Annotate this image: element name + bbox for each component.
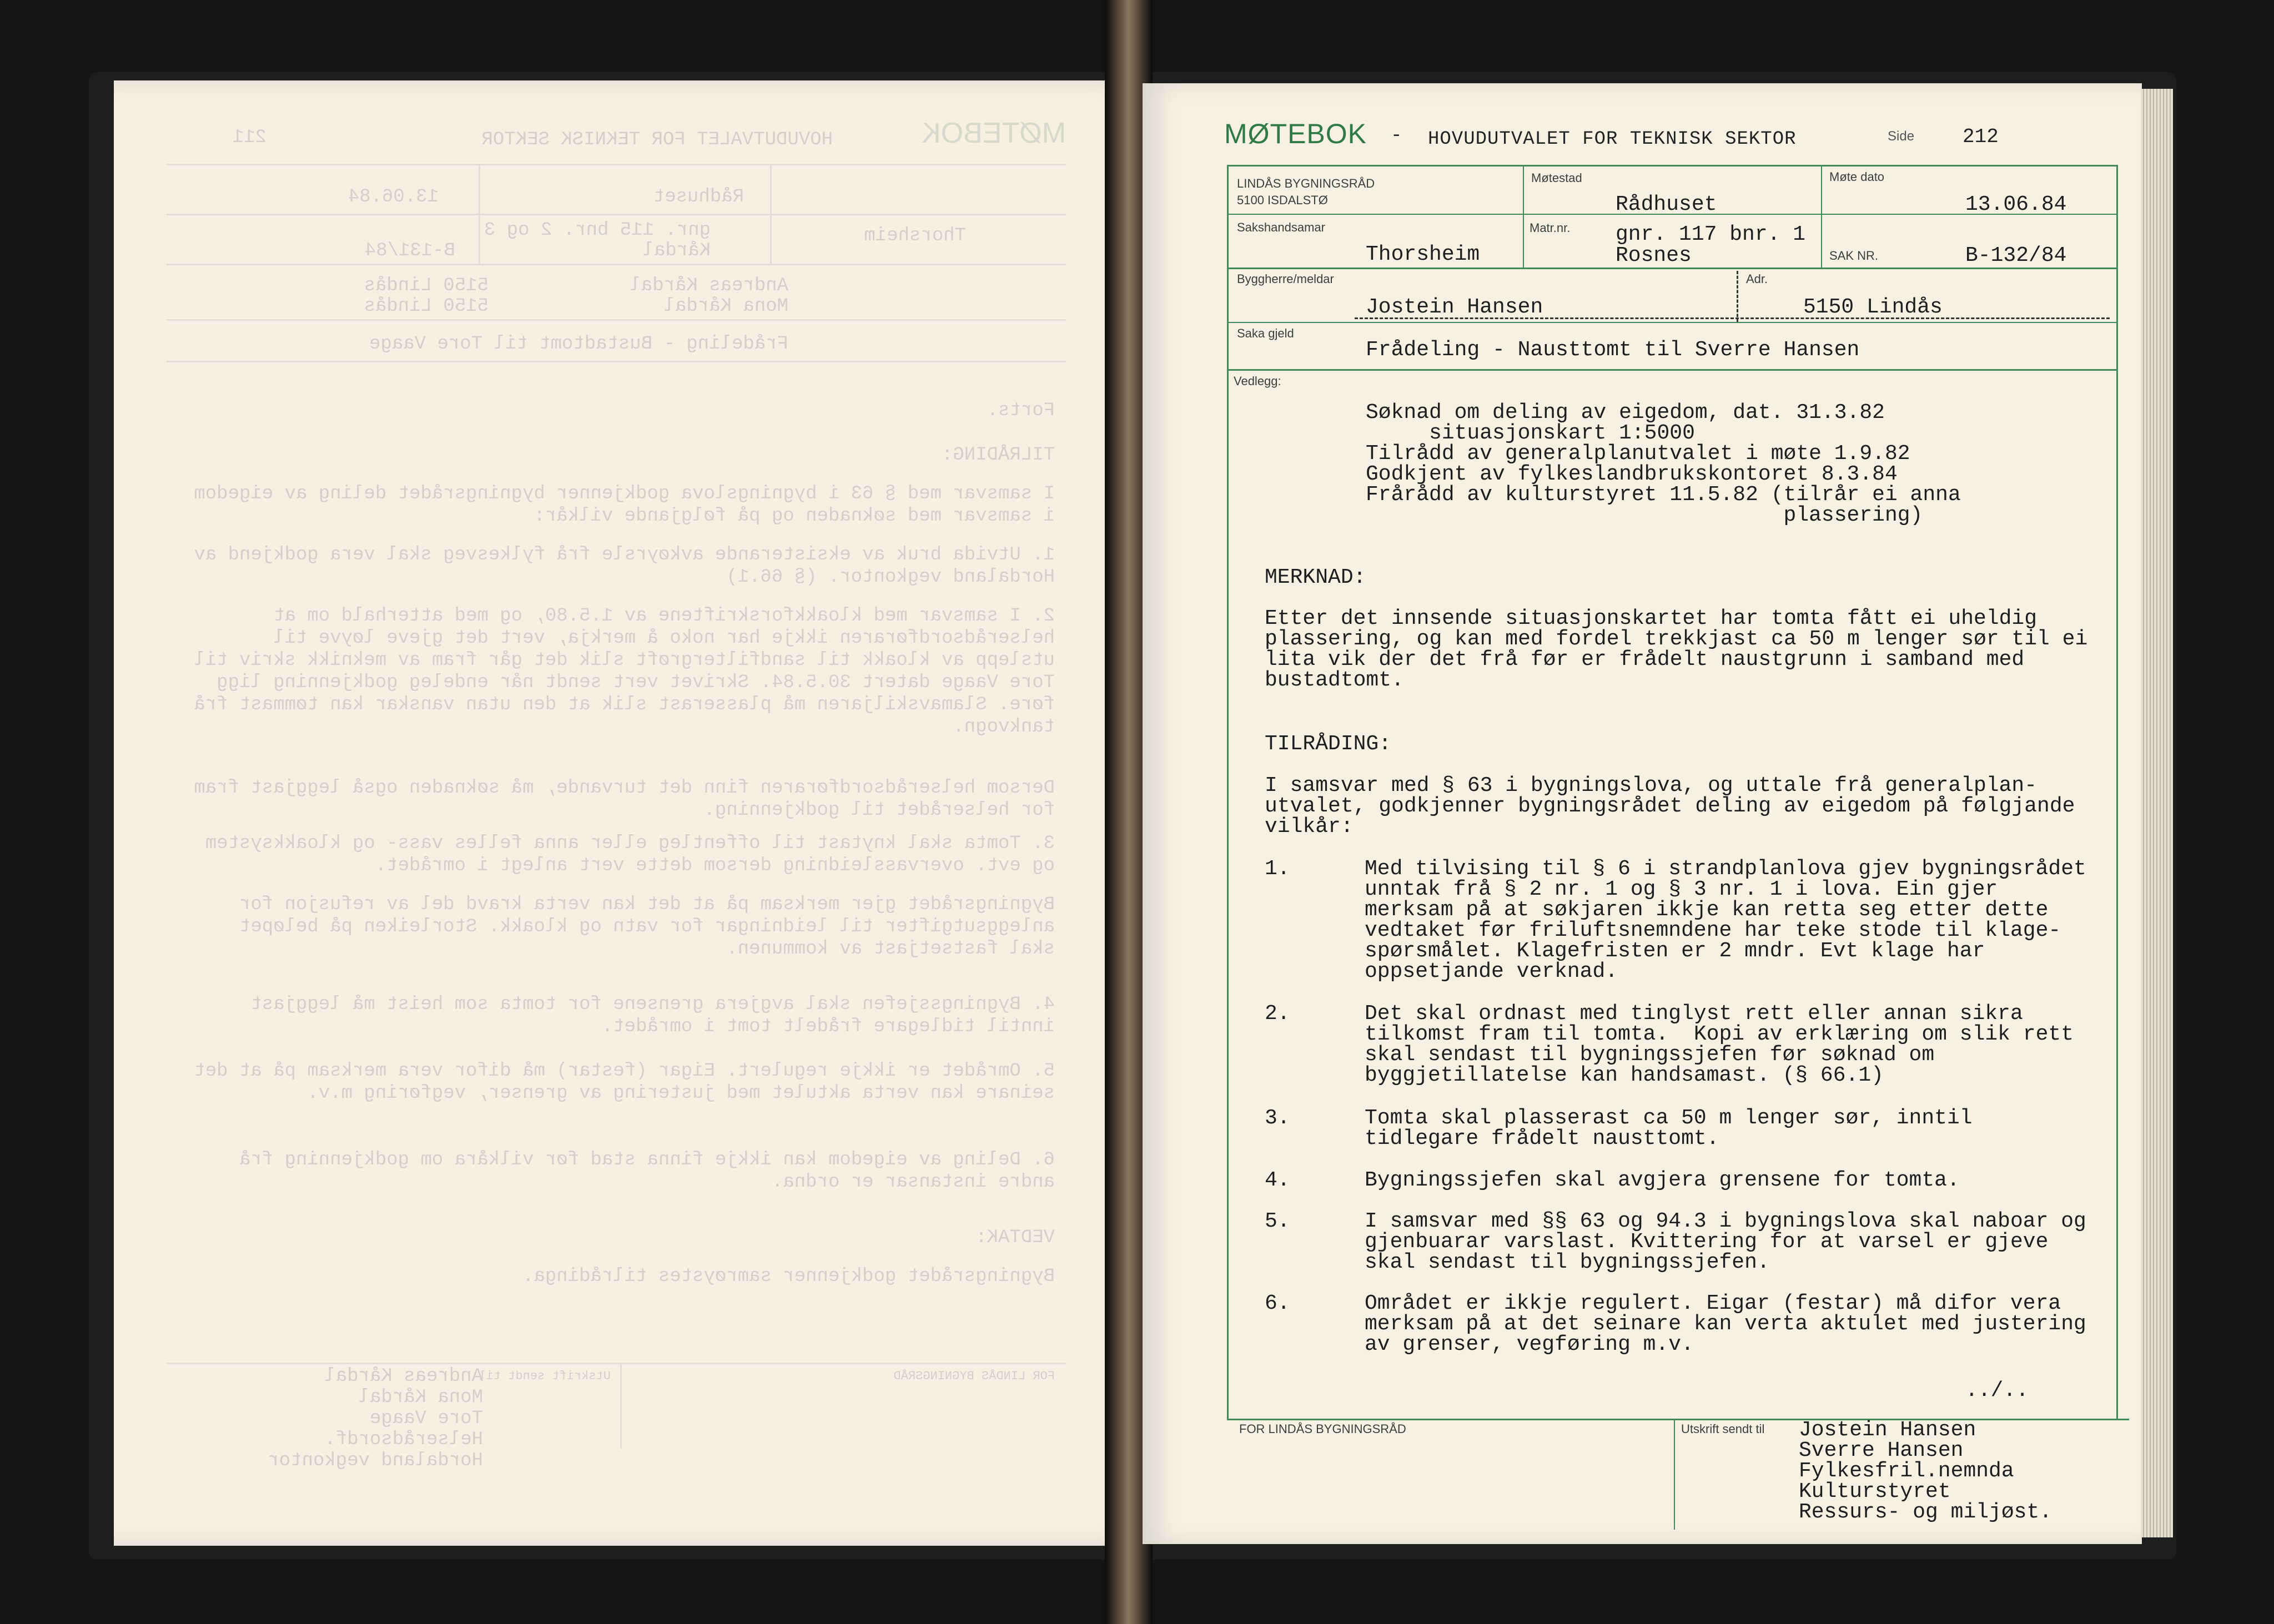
merknad-line: plassering, og kan med fordel trekkjast ca 50 m lenger sør til ei	[1265, 627, 2088, 651]
merknad-text	[1265, 608, 2087, 690]
ghost-saka-gjeld: Frådeling - Bustadtomt til Tore Vaage	[369, 334, 788, 355]
item-line: oppsetjande verknad.	[1365, 960, 1618, 984]
ghost-byggherre2: Mona Kårdal	[663, 296, 788, 317]
item-line: Tomta skal plasserast ca 50 m lenger sør, inntil	[1365, 1106, 1973, 1130]
vedlegg-item: Tilrådd av generalplanutvalet i møte 1.9.82	[1366, 442, 1910, 466]
ghost-tilrading: TILRÅDING:	[941, 445, 1055, 466]
item-line: Det skal ordnast med tinglyst rett eller annan sikra	[1365, 1002, 2023, 1026]
vedlegg-item: plassering)	[1366, 503, 1923, 527]
tilrading-item-5	[1365, 1211, 2086, 1273]
vedlegg-item: situasjonskart 1:5000	[1366, 421, 1695, 445]
sak-nr-label: SAK NR.	[1829, 249, 1879, 263]
ghost-page-number: 211	[232, 127, 266, 148]
ghost-recipient-4: Helserådsordf.	[324, 1429, 483, 1450]
byggherre-value: Jostein Hansen	[1366, 295, 1543, 319]
merknad-line: lita vik der det frå før er frådelt naustgrunn i samband med	[1265, 648, 2025, 672]
adr-value: 5150 Lindås	[1803, 295, 1943, 319]
form-right-rule	[2116, 165, 2118, 1420]
tilrading-item-4-number: 4.	[1265, 1168, 1290, 1192]
recipient: Kulturstyret	[1799, 1480, 1951, 1504]
ghost-item-2: 2. I samsvar med kloakkforskriftene av 1.5.80, og med atterhald om at helserådsordføraren ikkje har noko å merkja, vert det gjeve løyve til utslepp av kloakk til sandfiltergrøft slik det går fram av meknikk skriv til Tore Vaage datert 30.5.84. Skrivet vert sendt når endeleg godkjenning ligg føre. Slamavskiljaren må plasserast slik at den utan vanskar kan tømmast frå tankvogn.	[194, 606, 1055, 738]
vedlegg-list	[1366, 402, 1961, 526]
page-edges	[2141, 89, 2173, 1537]
continued-marker: ../..	[1965, 1379, 2029, 1403]
ghost-sak-nr: B-131/84	[364, 240, 455, 261]
vedlegg-label: Vedlegg:	[1234, 374, 1281, 388]
tilrading-intro	[1265, 775, 2075, 837]
footer-for-label: FOR LINDÅS BYGNINGSRÅD	[1239, 1422, 1406, 1436]
ghost-mote-dato: 13.06.84	[348, 186, 439, 208]
mote-dato-label: Møte dato	[1829, 170, 1885, 184]
recipient: Sverre Hansen	[1799, 1439, 1964, 1462]
ghost-item-6: 6. Deling av eigedom kan ikkje finna stad før vilkåra om godkjenning frå andre instansar er ordna.	[239, 1149, 1055, 1193]
ghost-item-5: 5. Området er ikkje regulert. Eigar (festar) må difor vera merksam på at det seinare kan verta aktulet med justering av grenser, vegføring m.v.	[194, 1061, 1055, 1104]
ghost-adr1: 5150 Lindås	[364, 275, 489, 296]
ghost-vedtak-heading: VEDTAK:	[975, 1227, 1055, 1248]
item-line: Området er ikkje regulert. Eigar (festar) må difor vera	[1365, 1292, 2061, 1315]
byggherre-label: Byggherre/meldar	[1237, 272, 1334, 286]
ghost-item-3: 3. Tomta skal knytast til offentleg eller anna felles vass- og kloakksystem og evt. overvassleidning dersom dette vert anlegt i området.	[205, 833, 1055, 876]
org-name: LINDÅS BYGNINGSRÅD	[1237, 176, 1375, 190]
org-address: 5100 ISDALSTØ	[1237, 193, 1328, 207]
item-line: unntak frå § 2 nr. 1 og § 3 nr. 1 i lova. Ein gjer	[1365, 877, 1998, 901]
form-top-rule	[1227, 165, 2118, 167]
item-line: spørsmålet. Klagefristen er 2 mndr. Evt klage har	[1365, 939, 1985, 963]
item-line: skal sendast til bygningssjefen.	[1365, 1250, 1770, 1274]
sakshandsamar-value: Thorsheim	[1366, 243, 1480, 266]
tilrading-intro-line: I samsvar med § 63 i bygningslova, og uttale frå generalplan-	[1265, 774, 2037, 798]
tilrading-item-6	[1365, 1293, 2086, 1355]
tilrading-item-4	[1365, 1170, 1960, 1191]
adr-label: Adr.	[1746, 272, 1768, 286]
vedlegg-item: Søknad om deling av eigedom, dat. 31.3.82	[1366, 401, 1885, 425]
motebok-title: MØTEBOK	[1224, 118, 1367, 149]
tilrading-item-1	[1365, 859, 2086, 982]
ghost-recipient-2: Mona Kårdal	[358, 1387, 483, 1408]
recipients-list	[1799, 1420, 2052, 1522]
footer-col-rule	[1674, 1419, 1675, 1530]
tilrading-item-3	[1365, 1108, 1973, 1149]
page-number: 212	[1963, 125, 1999, 148]
utskrift-label: Utskrift sendt til	[1681, 1422, 1765, 1436]
ghost-matr1: gnr. 115 bnr. 2 og 3	[484, 220, 711, 241]
ghost-item-3b: Bygningsrådet gjer merksam på at det kan verta kravd del av refusjon for anleggsutgifter til leidningar for vatn og kloakk. Storleiken på beløpet skal fastsetjast av kommunen.	[239, 894, 1055, 960]
motestad-value: Rådhuset	[1616, 193, 1717, 216]
recipient: Fylkesfril.nemnda	[1799, 1459, 2014, 1483]
sakshandsamar-label: Sakshandsamar	[1237, 220, 1325, 234]
form-row-rule-4	[1227, 369, 2118, 371]
item-line: skal sendast til bygningssjefen før søknad om	[1365, 1043, 1935, 1067]
saka-gjeld-value: Frådeling - Nausttomt til Sverre Hansen	[1366, 338, 1860, 362]
facing-page-bleedthrough	[167, 117, 1066, 1471]
tilrading-intro-line: utvalet, godkjenner bygningsrådet deling av eigedom på følgjande	[1265, 794, 2075, 818]
tilrading-intro-line: vilkår:	[1265, 815, 1354, 839]
item-line: vedtaket før friluftsnemndene har teke stode til klage-	[1365, 919, 2061, 942]
item-line: byggjetillatelse kan handsamast. (§ 66.1)	[1365, 1063, 1884, 1087]
motestad-label: Møtestad	[1531, 171, 1582, 185]
ghost-item-2b: Dersom helserådsordføraren finn det turvande, må søknaden også leggjast fram for helserådet til godkjenning.	[194, 778, 1055, 821]
item-line: Bygningssjefen skal avgjera grensene for tomta.	[1365, 1168, 1960, 1192]
ghost-item-4: 4. Bygningssjefen skal avgjera grensene for tomta som heist må leggjast inntil tidlegare frådelt tomt i området.	[250, 994, 1055, 1037]
merknad-heading: MERKNAD:	[1265, 566, 1366, 589]
item-line: merksam på at søkjaren ikkje kan retta seg etter dette	[1365, 898, 2049, 922]
item-line: tidlegare frådelt nausttomt.	[1365, 1127, 1719, 1151]
matr-value-2: Rosnes	[1616, 244, 1692, 268]
form-col-rule-1	[1523, 165, 1524, 269]
vedlegg-item: Godkjent av fylkeslandbrukskontoret 8.3.84	[1366, 462, 1898, 486]
ghost-title: MØTEBOK	[921, 117, 1066, 149]
ghost-forts: Forts.	[987, 400, 1055, 421]
matr-value-1: gnr. 117 bnr. 1	[1616, 223, 1806, 246]
tilrading-item-6-number: 6.	[1265, 1292, 1290, 1315]
vedlegg-item: Frårådd av kulturstyret 11.5.82 (tilrår ei anna	[1366, 483, 1961, 507]
typed-vertical-rule	[1737, 271, 1738, 322]
tilrading-item-5-number: 5.	[1265, 1209, 1290, 1233]
ghost-byggherre1: Andreas Kårdal	[630, 275, 788, 296]
item-line: tilkomst fram til tomta. Kopi av erklæring om slik rett	[1365, 1022, 2074, 1046]
matr-label: Matr.nr.	[1530, 221, 1571, 235]
tilrading-item-2	[1365, 1003, 2074, 1086]
side-label: Side	[1888, 129, 1915, 144]
ghost-sakshandsamar: Thorsheim	[864, 225, 966, 246]
tilrading-item-3-number: 3.	[1265, 1106, 1290, 1130]
ghost-recipient-1: Andreas Kårdal	[324, 1366, 483, 1387]
ghost-item-1: 1. Utvida bruk av eksisterande avkøyrsle frå fylkesveg skal vera godkjend av Hordaland vegkontor. (§ 66.1)	[194, 544, 1055, 588]
tilrading-heading: TILRÅDING:	[1265, 732, 1392, 756]
item-line: gjenbuarar varslast. Kvittering for at varsel er gjeve	[1365, 1230, 2049, 1254]
recipient: Jostein Hansen	[1799, 1418, 1976, 1442]
ghost-footer-utskrift: Utskrift sendt til	[479, 1369, 611, 1383]
ghost-matr2: Kårdal	[642, 240, 711, 261]
sak-nr-value: B-132/84	[1965, 244, 2067, 268]
ghost-vedtak: Bygningsrådet godkjenner samrøystes tilrådinga.	[522, 1266, 1055, 1287]
tilrading-item-2-number: 2.	[1265, 1002, 1290, 1026]
ghost-subtitle: HOVUDUTVALET FOR TEKNISK SEKTOR	[481, 129, 833, 150]
form-row-rule-2	[1227, 268, 2118, 269]
form-col-rule-2	[1821, 165, 1822, 269]
merknad-line: Etter det innsende situasjonskartet har tomta fått ei uheldig	[1265, 607, 2037, 631]
header-dash: -	[1391, 125, 1402, 147]
form-row-rule-3	[1227, 322, 2118, 323]
header-subtitle: HOVUDUTVALET FOR TEKNISK SEKTOR	[1428, 129, 1797, 150]
item-line: I samsvar med §§ 63 og 94.3 i bygningslova skal naboar og	[1365, 1209, 2086, 1233]
ghost-recipient-3: Tore Vaage	[369, 1408, 483, 1429]
ghost-motestad: Rådhuset	[653, 186, 744, 208]
tilrading-item-1-number: 1.	[1265, 857, 1290, 881]
ghost-adr2: 5150 Lindås	[364, 296, 489, 317]
item-line: av grenser, vegføring m.v.	[1365, 1333, 1694, 1356]
item-line: merksam på at det seinare kan verta aktulet med justering	[1365, 1312, 2086, 1336]
ghost-recipient-5: Hordaland vegkontor	[268, 1450, 483, 1471]
form-left-rule	[1227, 165, 1229, 1420]
mote-dato-value: 13.06.84	[1965, 193, 2067, 216]
item-line: Med tilvising til § 6 i strandplanlova gjev bygningsrådet	[1365, 857, 2086, 881]
ghost-intro: I samsvar med § 63 i bygningslova godkjenner bygningsrådet deling av eigedom i samsvar med søknaden og på følgjande vilkår:	[194, 483, 1055, 527]
saka-gjeld-label: Saka gjeld	[1237, 326, 1294, 340]
recipient: Ressurs- og miljøst.	[1799, 1500, 2052, 1524]
merknad-line: bustadtomt.	[1265, 668, 1404, 692]
ghost-footer-for: FOR LINDÅS BYGNINGSRÅD	[893, 1369, 1055, 1383]
